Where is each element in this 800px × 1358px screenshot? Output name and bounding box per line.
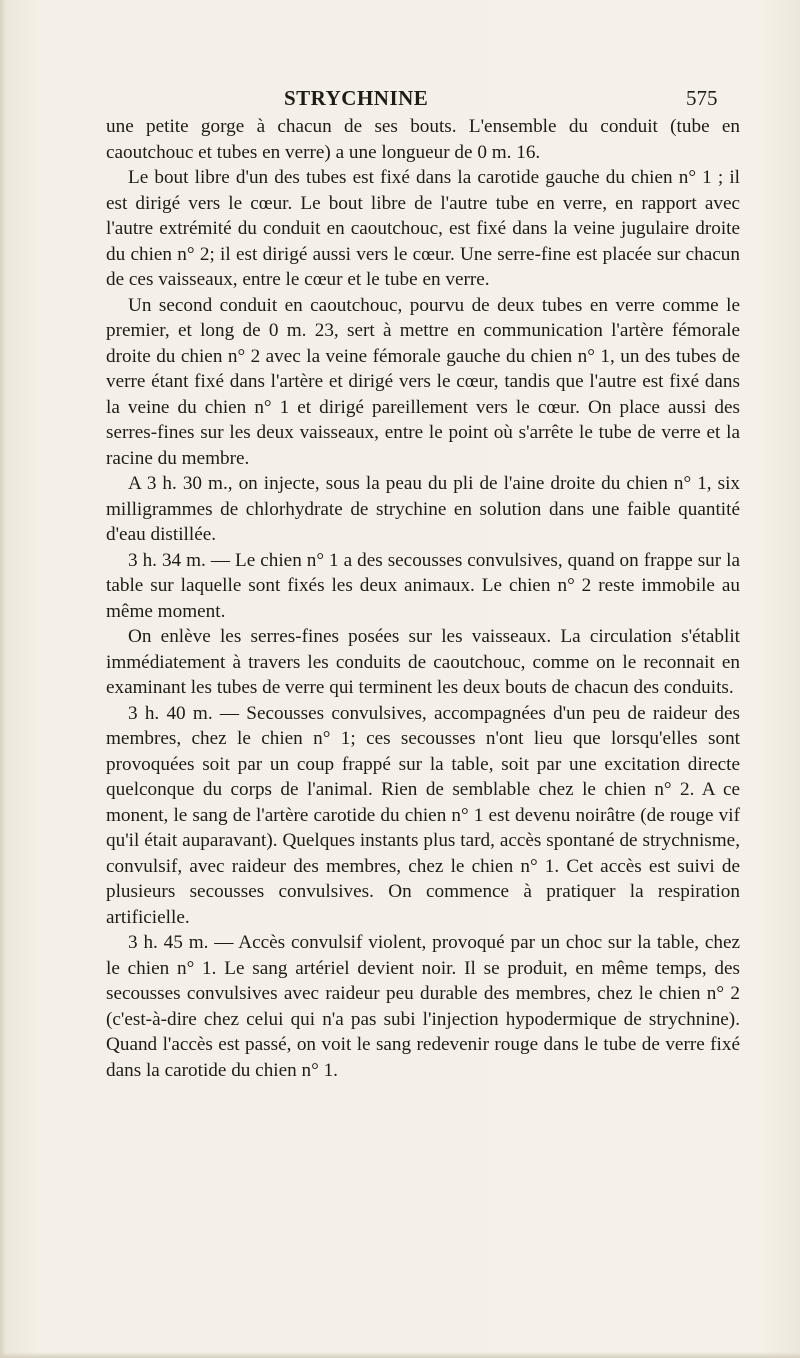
- paragraph-first-tube: Le bout libre d'un des tubes est fixé dans la carotide gauche du chien n° 1 ; il est dirigé vers le cœur. Le bout libre de l'autre tube en verre, en rapport avec l'autre extrémité du conduit en caoutchouc, est fixé dans la veine jugulaire droite du chien n° 2; il est dirigé aussi vers le cœur. Une serre-fine est placée sur chacun de ces vaisseaux, entre le cœur et le tube en verre.: [106, 167, 740, 290]
- page-edge-shadow: [0, 0, 6, 1358]
- page-bottom-edge: [0, 1352, 800, 1358]
- body-text: [106, 114, 740, 1083]
- paragraph-second-conduit: Un second conduit en caoutchouc, pourvu de deux tubes en verre comme le premier, et long de 0 m. 23, sert à mettre en communication l'artère fémorale droite du chien n° 2 avec la veine fémorale gauche du chien n° 1, un des tubes de verre étant fixé dans l'artère et dirigé vers le cœur, tandis que l'autre est fixé dans la veine du chien n° 1 et dirigé pareillement vers le cœur. On place aussi des serres-fines sur les deux vaisseaux, entre le point où s'arrête le tube de verre et la racine du membre.: [106, 294, 740, 469]
- paragraph-3h34: 3 h. 34 m. — Le chien n° 1 a des secousses convulsives, quand on frappe sur la table sur laquelle sont fixés les deux animaux. Le chien n° 2 reste immobile au même moment.: [106, 549, 740, 622]
- page-header: [0, 86, 800, 116]
- running-title: STRYCHNINE: [284, 86, 429, 110]
- page-number: 575: [686, 86, 718, 110]
- paragraph-injection: A 3 h. 30 m., on injecte, sous la peau du pli de l'aine droite du chien n° 1, six milligrammes de chlorhydrate de strychine en solution dans une faible quantité d'eau distillée.: [106, 473, 740, 545]
- paragraph-3h40: 3 h. 40 m. — Secousses convulsives, accompagnées d'un peu de raideur des membres, chez le chien n° 1; ces secousses n'ont lieu que lorsqu'elles sont provoquées soit par un coup frappé sur la table, soit par une excitation directe quelconque du corps de l'animal. Rien de semblable chez le chien n° 2. A ce monent, le sang de l'artère carotide du chien n° 1 est devenu noirâtre (de rouge vif qu'il était auparavant). Quelques instants plus tard, accès spontané de strychnisme, convulsif, avec raideur des membres, chez le chien n° 1. Cet accès est suivi de plusieurs secousses convulsives. On commence à pratiquer la respiration artificielle.: [106, 702, 740, 928]
- paragraph-circulation: On enlève les serres-fines posées sur les vaisseaux. La circulation s'établit immédiatement à travers les conduits de caoutchouc, comme on le reconnait en examinant les tubes de verre qui terminent les deux bouts de chacun des conduits.: [106, 626, 740, 698]
- paragraph-continuation: une petite gorge à chacun de ses bouts. L'ensemble du conduit (tube en caoutchouc et tubes en verre) a une longueur de 0 m. 16.: [106, 116, 740, 163]
- paragraph-3h45: 3 h. 45 m. — Accès convulsif violent, provoqué par un choc sur la table, chez le chien n° 1. Le sang artériel devient noir. Il se produit, en même temps, des secousses convulsives avec raideur peu durable des membres, chez le chien n° 2 (c'est-à-dire chez celui qui n'a pas subi l'injection hypodermique de strychnine). Quand l'accès est passé, on voit le sang redevenir rouge dans le tube de verre fixé dans la carotide du chien n° 1.: [106, 932, 740, 1081]
